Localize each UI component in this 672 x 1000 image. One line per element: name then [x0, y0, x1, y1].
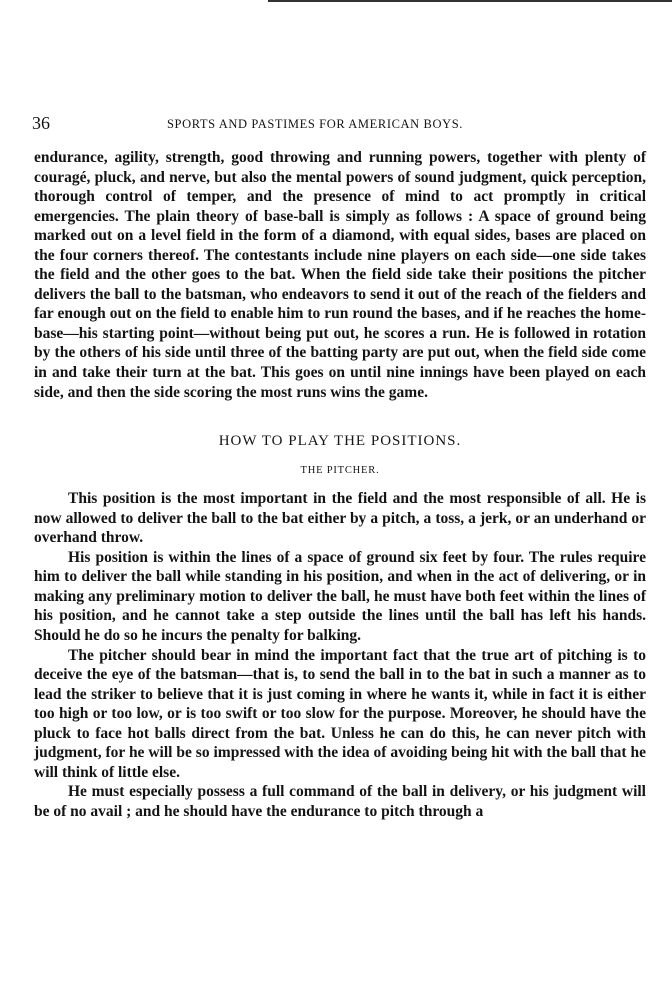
page-header — [32, 113, 642, 135]
paragraph-pitcher-position: His position is within the lines of a space of ground six feet by four. The rules require him to deliver the ball while standing in his position, and when in the act of delivering, or in making any preliminary motion to deliver the ball, he must have both feet within the lines of his position, and he cannot take a step outside the lines until the ball has left his hands. Should he do so he incurs the penalty for balking. — [34, 548, 646, 645]
top-rule — [268, 0, 672, 2]
subsection-title: THE PITCHER. — [300, 464, 380, 476]
section-title: HOW TO PLAY THE POSITIONS. — [218, 433, 462, 450]
paragraph-pitcher-deception: The pitcher should bear in mind the important fact that the true art of pitching is to deceive the eye of the batsman—that is, to send the ball in to the bat in such a manner as to lead the striker to believe that it is just coming in where he wants it, while in fact it is either too high or too low, or is too swift or too slow for the purpose. Moreover, he should have the pluck to face hot balls direct from the bat. Unless he can do this, he can never pitch with judgment, for he will be so impressed with the idea of avoiding being hit with the ball that he will think of little else. — [34, 646, 646, 781]
paragraph-continuation: endurance, agility, strength, good throwing and running powers, together with plenty of couragé, pluck, and nerve, but also the mental powers of sound judgment, quick perception, thorough control of temper, and the presence of mind to act promptly in critical emergencies. The plain theory of base-ball is simply as follows : A space of ground being marked out on a level field in the form of a diamond, with equal sides, bases are placed on the four corners thereof. The contestants include nine players on each side—one side takes the field and the other goes to the bat. When the field side take their positions the pitcher delivers the ball to the batsman, who endeavors to send it out of the reach of the fielders and far enough out on the field to enable him to run round the bases, and if he reaches the home-base—his starting point—without being put out, he scores a run. He is followed in rotation by the others of his side until three of the batting party are put out, when the field side come in and take their turn at the bat. This goes on until nine innings have been played on each side, and then the side scoring the most runs wins the game. — [34, 149, 646, 401]
running-head: SPORTS AND PASTIMES FOR AMERICAN BOYS. — [167, 117, 463, 131]
paragraph-pitcher-command: He must especially possess a full command of the ball in delivery, or his judgment will be of no avail ; and he should have the endurance to pitch through a — [34, 783, 646, 820]
paragraph-pitcher-importance: This position is the most important in the field and the most responsible of all. He is now allowed to deliver the ball to the bat either by a pitch, a toss, a jerk, or an underhand or overhand throw. — [34, 490, 646, 547]
page-body — [34, 148, 646, 822]
page-number: 36 — [32, 113, 50, 133]
